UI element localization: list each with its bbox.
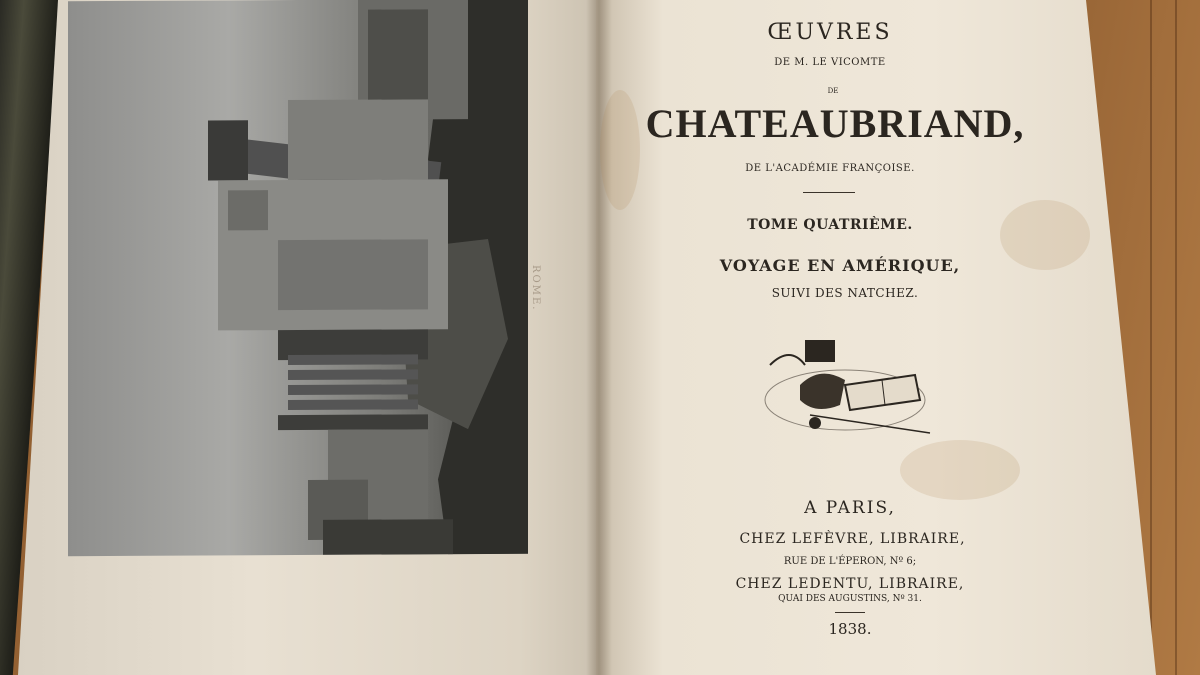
publisher-ledentu: CHEZ LEDENTU, LIBRAIRE, (735, 576, 965, 592)
paper-stain (900, 440, 1020, 500)
volume-line: TOME QUATRIÈME. (747, 217, 913, 233)
title-oeuvres: ŒUVRES (767, 20, 893, 45)
title-de: DE (827, 87, 839, 95)
printer-vignette-icon (750, 335, 935, 440)
publisher-ledentu-address: QUAI DES AUGUSTINS, Nº 31. (778, 594, 922, 604)
work-title: VOYAGE EN AMÉRIQUE, (719, 256, 961, 275)
paper-stain (1000, 200, 1090, 270)
divider-rule (803, 192, 855, 193)
imprint-city: A PARIS, (804, 498, 896, 518)
title-vicomte: DE M. LE VICOMTE (774, 57, 886, 68)
plate-caption: ROME. (530, 265, 541, 312)
academy-line: DE L'ACADÉMIE FRANÇOISE. (745, 163, 915, 174)
engraving-plate-rome (68, 0, 528, 556)
work-subtitle: SUIVI DES NATCHEZ. (771, 286, 919, 300)
publisher-lefevre-address: RUE DE L'ÉPERON, Nº 6; (783, 556, 917, 567)
divider-rule-small (835, 612, 865, 613)
publisher-lefevre: CHEZ LEFÈVRE, LIBRAIRE, (739, 531, 966, 547)
author-name: CHATEAUBRIAND, (645, 101, 1025, 146)
publication-year: 1838. (828, 620, 872, 638)
